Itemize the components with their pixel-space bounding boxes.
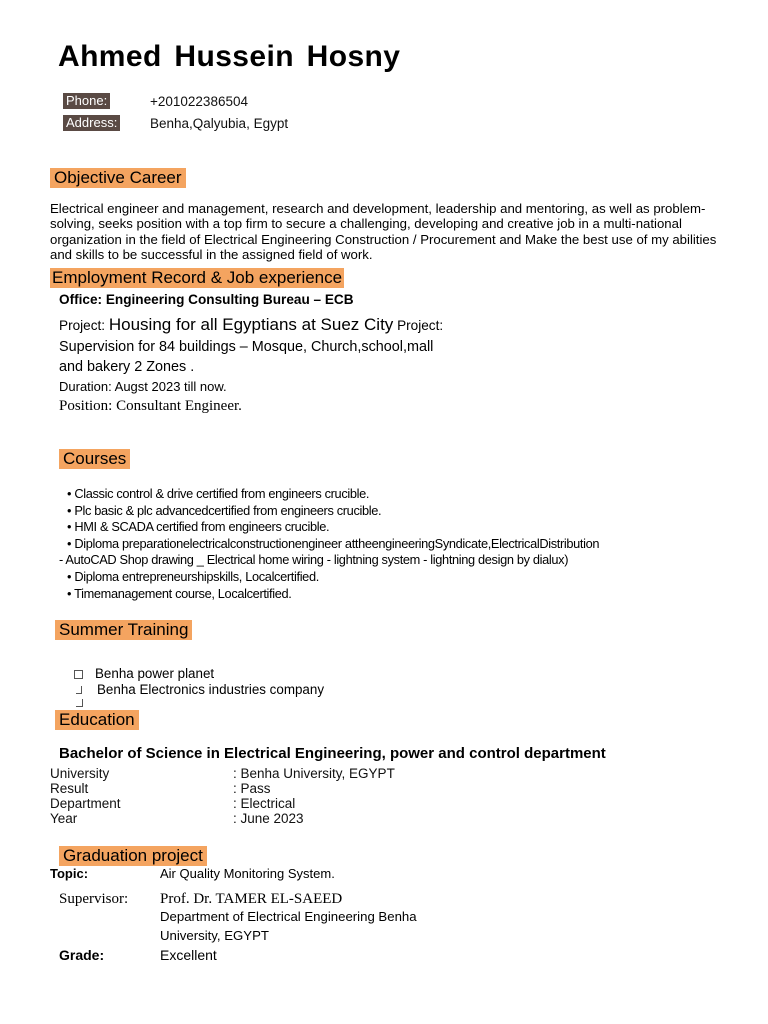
supervisor-university: University, EGYPT: [160, 928, 269, 943]
course-item: • Timemanagement course, Localcertified.: [67, 586, 292, 601]
edu-label: Department: [50, 796, 121, 811]
edu-value: : Electrical: [233, 796, 296, 811]
corner-bullet-icon: [76, 686, 82, 694]
topic-label: Topic:: [50, 866, 89, 881]
edu-value: : June 2023: [233, 811, 304, 826]
project-label-2: Project:: [393, 318, 444, 333]
course-item: • HMI & SCADA certified from engineers crucible.: [67, 519, 330, 534]
edu-label: Year: [50, 811, 78, 826]
project-label: Project:: [59, 318, 109, 333]
objective-text: Electrical engineer and management, research and development, leadership and mentoring, as well as problem-solving, seeks position with a top firm to secure a challenging, developing and creative job in a multi-national organization in the field of Electrical Engineering Construction / Procurement and Make the best use of my abilities and skills to be successful in the assigned field of work.: [50, 201, 717, 263]
checkbox-bullet-icon: [74, 670, 83, 679]
address-label: Address:: [63, 115, 120, 131]
project-line-3: and bakery 2 Zones .: [59, 359, 195, 375]
supervisor-label: Supervisor:: [59, 891, 129, 907]
training-item-label: Benha power planet: [95, 666, 215, 681]
office-value: : Engineering Consulting Bureau – ECB: [97, 292, 354, 307]
training-item: [74, 682, 324, 697]
project-line: [59, 315, 443, 335]
courses-heading: Courses: [59, 449, 130, 469]
phone-label: Phone:: [63, 93, 110, 109]
grade-label: Grade:: [59, 947, 105, 963]
employment-heading: Employment Record & Job experience: [52, 268, 343, 287]
course-item: • Plc basic & plc advancedcertified from engineers crucible.: [67, 503, 382, 518]
project-value: Housing for all Egyptians at Suez City: [108, 315, 394, 334]
edu-label: Result: [50, 781, 89, 796]
graduation-heading: Graduation project: [59, 846, 207, 866]
edu-value: : Pass: [233, 781, 271, 796]
office-label: Office: [59, 292, 98, 307]
edu-value: : Benha University, EGYPT: [233, 766, 395, 781]
training-heading: Summer Training: [55, 620, 192, 640]
phone-value: +201022386504: [150, 94, 248, 109]
education-heading: Education: [55, 710, 139, 730]
duration: Duration: Augst 2023 till now.: [59, 379, 227, 394]
course-item: • Diploma entrepreneurshipskills, Localcertified.: [67, 569, 319, 584]
position: Position: Consultant Engineer.: [59, 398, 242, 414]
training-item: [74, 666, 214, 681]
degree-title: Bachelor of Science in Electrical Engineering, power and control department: [59, 745, 606, 762]
topic-value: Air Quality Monitoring System.: [160, 866, 335, 881]
training-item-label: Benha Electronics industries company: [97, 682, 325, 697]
corner-bullet-icon: [76, 699, 83, 707]
grade-value: Excellent: [160, 947, 217, 963]
project-line-2: Supervision for 84 buildings – Mosque, Church,school,mall: [59, 339, 434, 355]
candidate-name: Ahmed Hussein Hosny: [58, 40, 401, 73]
address-value: Benha,Qalyubia, Egypt: [150, 116, 289, 131]
course-item: - AutoCAD Shop drawing _ Electrical home wiring - lightning system - lightning design by dialux): [59, 552, 569, 567]
objective-heading: Objective Career: [50, 168, 186, 188]
course-item: • Diploma preparationelectricalconstructionengineer attheengineeringSyndicate,ElectricalDistribution: [67, 536, 600, 551]
office-line: [59, 292, 354, 307]
supervisor-name: Prof. Dr. TAMER EL-SAEED: [160, 891, 343, 907]
edu-label: University: [50, 766, 110, 781]
supervisor-dept: Department of Electrical Engineering Benha: [160, 909, 417, 924]
course-item: • Classic control & drive certified from engineers crucible.: [67, 486, 370, 501]
